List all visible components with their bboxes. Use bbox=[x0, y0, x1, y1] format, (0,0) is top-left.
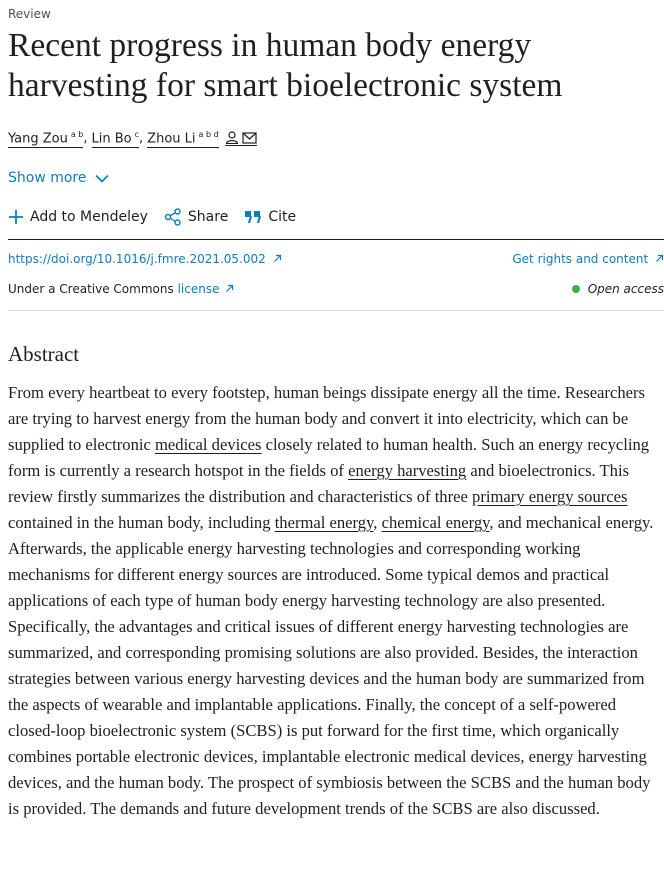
abstract-topic-link[interactable]: thermal energy bbox=[274, 513, 374, 532]
share-label: Share bbox=[187, 209, 229, 225]
doi-link[interactable] bbox=[8, 252, 282, 266]
add-to-mendeley-label: Add to Mendeley bbox=[30, 209, 148, 225]
abstract-topic-link[interactable]: medical devices bbox=[155, 435, 262, 454]
rights-text: Get rights and content bbox=[512, 252, 649, 266]
author-link-zhou-li[interactable] bbox=[147, 130, 218, 148]
abstract-heading: Abstract bbox=[8, 342, 80, 366]
show-more-label: Show more bbox=[8, 170, 87, 186]
external-arrow-icon bbox=[225, 284, 234, 293]
share-button[interactable] bbox=[164, 208, 228, 226]
author-affiliation: a b bbox=[70, 129, 84, 139]
author-name: Zhou Li bbox=[147, 131, 196, 146]
author-link-yang-zou[interactable] bbox=[8, 130, 83, 148]
add-to-mendeley-button[interactable] bbox=[8, 209, 148, 225]
article-type-label: Review bbox=[8, 7, 51, 21]
external-arrow-icon bbox=[273, 254, 282, 263]
corresponding-author-icons[interactable] bbox=[225, 131, 257, 146]
article-title: Recent progress in human body energy harvesting for smart bioelectronic system bbox=[8, 27, 563, 104]
open-access-badge bbox=[572, 282, 664, 296]
cite-label: Cite bbox=[268, 209, 297, 225]
external-arrow-icon bbox=[655, 254, 664, 263]
abstract-text: , bbox=[373, 513, 382, 532]
abstract-text: contained in the human body, including bbox=[8, 513, 275, 532]
person-icon bbox=[225, 131, 239, 144]
rights-link[interactable] bbox=[512, 252, 664, 266]
doi-text: https://doi.org/10.1016/j.fmre.2021.05.002 bbox=[8, 252, 266, 266]
chevron-down-icon bbox=[95, 174, 109, 183]
section-divider bbox=[8, 310, 664, 311]
abstract-topic-link[interactable]: chemical energy bbox=[381, 513, 490, 532]
quote-icon bbox=[244, 210, 262, 224]
abstract-body bbox=[8, 380, 664, 822]
license-link[interactable] bbox=[178, 282, 235, 296]
author-link-lin-bo[interactable] bbox=[92, 130, 140, 148]
share-icon bbox=[164, 208, 182, 226]
open-access-dot-icon bbox=[572, 285, 580, 293]
cite-button[interactable] bbox=[244, 209, 296, 225]
author-affiliation: a b d bbox=[198, 129, 219, 139]
section-divider bbox=[8, 239, 664, 240]
abstract-text: and bioelectronics. This review firstly summarizes the distribution and characteristics of three bbox=[8, 461, 630, 506]
author-separator: , bbox=[139, 131, 144, 146]
license-link-text: license bbox=[177, 282, 220, 296]
abstract-topic-link[interactable]: energy harvesting bbox=[348, 461, 467, 480]
show-more-button[interactable] bbox=[8, 170, 109, 186]
author-name: Lin Bo bbox=[91, 131, 132, 146]
open-access-label: Open access bbox=[587, 282, 664, 296]
author-separator: , bbox=[83, 131, 88, 146]
plus-icon bbox=[8, 209, 24, 225]
author-list bbox=[8, 129, 257, 148]
abstract-text: From every heartbeat to every footstep, human beings dissipate energy all the time. Researchers are trying to harvest energy from the human body and convert it into electricity, which can be supplied to electronic bbox=[8, 383, 645, 454]
article-actions bbox=[8, 208, 296, 226]
abstract-topic-link[interactable]: primary energy sources bbox=[472, 487, 628, 506]
license-line bbox=[8, 282, 234, 296]
abstract-text: closely related to human health. Such an energy recycling form is currently a research hotspot in the fields of bbox=[8, 435, 650, 480]
license-prefix: Under a Creative Commons bbox=[8, 282, 174, 296]
author-name: Yang Zou bbox=[8, 131, 68, 146]
author-affiliation: c bbox=[134, 129, 140, 139]
envelope-icon bbox=[242, 132, 257, 144]
abstract-text: , and mechanical energy. Afterwards, the applicable energy harvesting technologies and corresponding working mechanisms for different energy sources are introduced. Some typical demos and practical applications of each type of human body energy harvesting technology are also presented. Specifically, the advantages and critical issues of different energy harvesting technologies are summarized, and corresponding promising solutions are also provided. Besides, the interaction strategies between various energy harvesting devices and the human body are summarized from the aspects of wearable and implantable applications. Finally, the concept of a self-powered closed-loop bioelectronic system (SCBS) is put forward for the first time, which organically combines portable electronic devices, implantable electronic medical devices, energy harvesting devices, and the human body. The prospect of symbiosis between the SCBS and the human body is provided. The demands and future development trends of the SCBS are also discussed. bbox=[8, 513, 654, 818]
